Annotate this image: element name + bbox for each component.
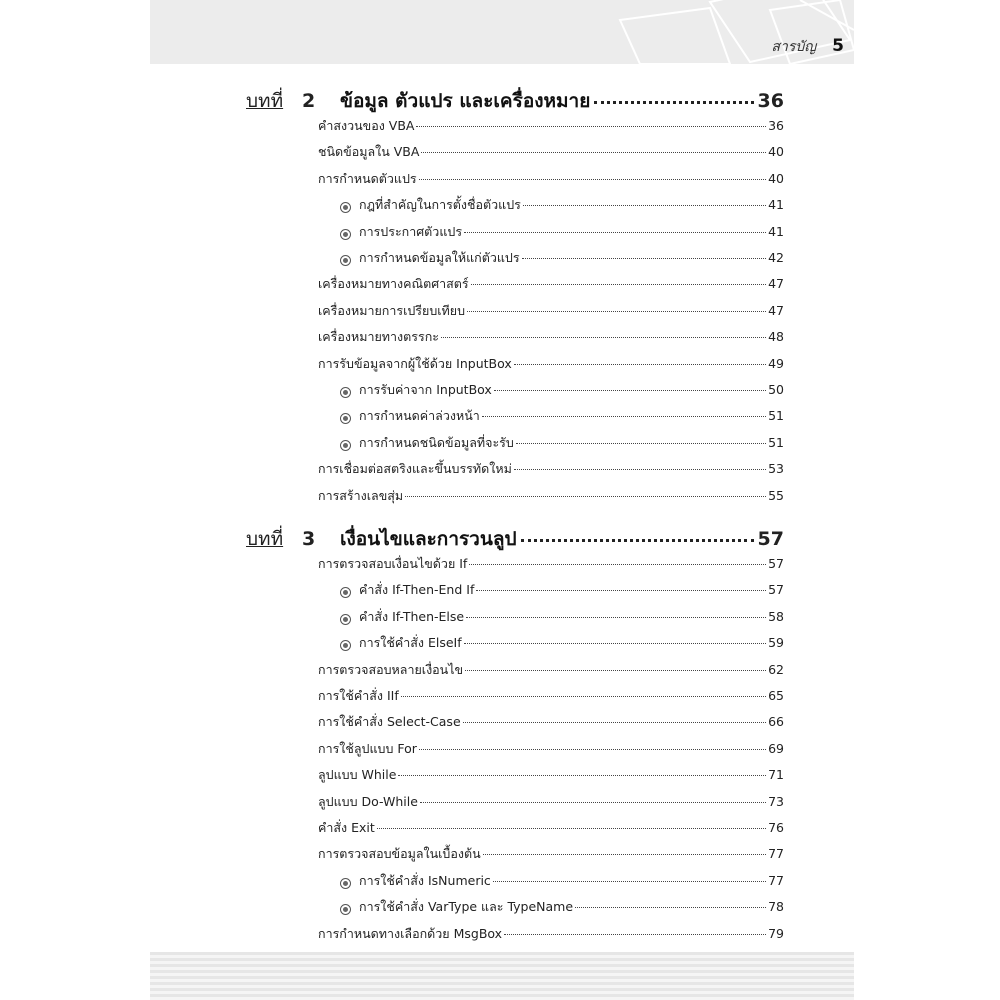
dot-leader	[398, 775, 766, 776]
entry-page: 77	[768, 846, 784, 862]
entry-page: 50	[768, 382, 784, 397]
toc-entry[interactable]	[318, 924, 784, 944]
bullet-icon	[340, 640, 351, 651]
dot-leader	[420, 802, 766, 803]
entry-title: การกำหนดชนิดข้อมูลที่จะรับ	[359, 434, 514, 450]
running-header	[771, 36, 854, 58]
entry-page: 73	[768, 793, 784, 809]
dot-leader	[465, 670, 766, 671]
chapter-title: เงื่อนไขและการวนลูป	[340, 528, 517, 550]
entry-title: การประกาศตัวแปร	[359, 223, 463, 239]
toc-entry[interactable]	[318, 554, 784, 574]
entry-page: 42	[768, 250, 784, 265]
dot-leader	[377, 828, 766, 829]
entry-page: 59	[768, 635, 784, 651]
dot-leader	[419, 749, 766, 750]
entry-page: 71	[768, 767, 784, 783]
entry-page: 47	[768, 276, 784, 292]
entry-title: กฎที่สำคัญในการตั้งชื่อตัวแปร	[359, 197, 521, 213]
toc-entry[interactable]	[318, 660, 784, 680]
entry-title: เครื่องหมายทางคณิตศาสตร์	[318, 276, 469, 292]
entry-page: 55	[768, 487, 784, 503]
dot-leader	[521, 538, 754, 542]
chapter-number: 2	[302, 90, 316, 112]
toc-subentry[interactable]	[340, 607, 784, 627]
bullet-icon	[340, 614, 351, 625]
toc-entry[interactable]	[318, 486, 784, 506]
entry-page: 62	[768, 661, 784, 677]
chapter-heading[interactable]	[246, 524, 784, 554]
entry-title: การเชื่อมต่อสตริงและขึ้นบรรทัดใหม่	[318, 461, 512, 477]
entry-title: คำสั่ง If-Then-Else	[359, 608, 465, 624]
toc-entry[interactable]	[318, 354, 784, 374]
chapter-heading[interactable]	[246, 86, 784, 116]
toc-entry[interactable]	[318, 686, 784, 706]
entry-title: ลูปแบบ While	[318, 767, 397, 783]
entry-title: การตรวจสอบเงื่อนไขด้วย If	[318, 556, 468, 571]
chapter-page: 57	[757, 528, 784, 550]
dot-leader	[464, 232, 766, 233]
header-decoration	[150, 0, 854, 64]
toc-entry[interactable]	[318, 844, 784, 864]
entry-page: 41	[768, 223, 784, 239]
entry-page: 53	[768, 461, 784, 477]
toc-subentry[interactable]	[340, 433, 784, 453]
entry-page: 40	[768, 170, 784, 186]
toc-entry[interactable]	[318, 818, 784, 838]
entry-page: 47	[768, 302, 784, 318]
toc-subentry[interactable]	[340, 633, 784, 653]
entry-title: คำสั่ง If-Then-End If	[359, 582, 475, 598]
toc-subentry[interactable]	[340, 222, 784, 242]
dot-leader	[594, 100, 753, 104]
bullet-icon	[340, 413, 351, 424]
chapter-page: 36	[757, 90, 784, 112]
bullet-icon	[340, 202, 351, 213]
entry-title: การใช้คำสั่ง IsNumeric	[359, 872, 491, 888]
toc-entry[interactable]	[318, 142, 784, 162]
toc-entry[interactable]	[318, 792, 784, 812]
entry-page: 40	[768, 144, 784, 160]
entry-page: 76	[768, 820, 784, 835]
dot-leader	[401, 696, 766, 697]
dot-leader	[504, 934, 766, 935]
dot-leader	[523, 205, 766, 206]
bullet-icon	[340, 587, 351, 598]
dot-leader	[419, 179, 766, 180]
toc-entry[interactable]	[318, 169, 784, 189]
dot-leader	[575, 907, 766, 908]
chapter-label: บทที่	[246, 528, 284, 550]
entry-title: การกำหนดค่าล่วงหน้า	[359, 408, 480, 424]
footer-band	[150, 952, 854, 1000]
entry-title: การรับค่าจาก InputBox	[359, 382, 492, 397]
toc-subentry[interactable]	[340, 380, 784, 400]
entry-title: การใช้คำสั่ง IIf	[318, 688, 399, 703]
entry-page: 41	[768, 197, 784, 213]
dot-leader	[516, 443, 766, 444]
toc-entry[interactable]	[318, 712, 784, 732]
bullet-icon	[340, 878, 351, 889]
entry-page: 57	[768, 582, 784, 598]
dot-leader	[522, 258, 767, 259]
running-title: สารบัญ	[771, 39, 817, 55]
entry-page: 65	[768, 688, 784, 703]
entry-title: การตรวจสอบข้อมูลในเบื้องต้น	[318, 846, 481, 862]
chapter-title: ข้อมูล ตัวแปร และเครื่องหมาย	[340, 90, 591, 112]
toc-subentry[interactable]	[340, 248, 784, 268]
dot-leader	[416, 126, 766, 127]
dot-leader	[493, 881, 766, 882]
entry-page: 49	[768, 355, 784, 371]
entry-title: การใช้ลูปแบบ For	[318, 740, 417, 756]
entry-title: คำสงวนของ VBA	[318, 118, 415, 133]
entry-title: การรับข้อมูลจากผู้ใช้ด้วย InputBox	[318, 355, 512, 371]
toc-entry[interactable]	[318, 739, 784, 759]
toc-entry[interactable]	[318, 459, 784, 479]
entry-title: การสร้างเลขสุ่ม	[318, 487, 404, 503]
dot-leader	[514, 364, 766, 365]
dot-leader	[476, 590, 766, 591]
dot-leader	[441, 337, 766, 338]
chapter-label: บทที่	[246, 90, 284, 112]
entry-page: 57	[768, 556, 784, 571]
toc-entry[interactable]	[318, 274, 784, 294]
toc-subentry[interactable]	[340, 406, 784, 426]
entry-page: 48	[768, 329, 784, 345]
entry-title: การกำหนดตัวแปร	[318, 170, 417, 186]
entry-title: การใช้คำสั่ง VarType และ TypeName	[359, 899, 574, 915]
bullet-icon	[340, 255, 351, 266]
toc-entry[interactable]	[318, 301, 784, 321]
bullet-icon	[340, 387, 351, 398]
dot-leader	[466, 617, 766, 618]
entry-title: เครื่องหมายทางตรรกะ	[318, 329, 439, 345]
dot-leader	[469, 564, 766, 565]
dot-leader	[464, 643, 766, 644]
entry-page: 79	[768, 925, 784, 941]
entry-title: การตรวจสอบหลายเงื่อนไข	[318, 661, 464, 677]
entry-page: 58	[768, 608, 784, 624]
toc-entry[interactable]	[318, 116, 784, 136]
entry-title: ลูปแบบ Do-While	[318, 793, 418, 809]
chapter-number: 3	[302, 528, 316, 550]
entry-page: 78	[768, 899, 784, 915]
entry-page: 69	[768, 740, 784, 756]
dot-leader	[405, 496, 766, 497]
dot-leader	[483, 854, 766, 855]
dot-leader	[463, 722, 766, 723]
toc-subentry[interactable]	[340, 195, 784, 215]
dot-leader	[421, 152, 766, 153]
entry-page: 66	[768, 714, 784, 730]
entry-title: คำสั่ง Exit	[318, 820, 375, 835]
toc-subentry[interactable]	[340, 897, 784, 917]
entry-title: การกำหนดทางเลือกด้วย MsgBox	[318, 925, 503, 941]
toc-entry[interactable]	[318, 765, 784, 785]
toc-subentry[interactable]	[340, 580, 784, 600]
entry-title: การใช้คำสั่ง ElseIf	[359, 635, 462, 651]
entry-page: 77	[768, 872, 784, 888]
entry-title: การใช้คำสั่ง Select-Case	[318, 714, 461, 730]
dot-leader	[514, 469, 766, 470]
entry-title: เครื่องหมายการเปรียบเทียบ	[318, 302, 466, 318]
bullet-icon	[340, 440, 351, 451]
page-number: 5	[832, 36, 844, 56]
dot-leader	[494, 390, 766, 391]
header-band	[150, 0, 854, 64]
entry-page: 51	[768, 408, 784, 424]
bullet-icon	[340, 904, 351, 915]
dot-leader	[467, 311, 766, 312]
entry-title: การกำหนดข้อมูลให้แก่ตัวแปร	[359, 250, 520, 265]
entry-page: 36	[768, 118, 784, 133]
bullet-icon	[340, 229, 351, 240]
dot-leader	[482, 416, 766, 417]
dot-leader	[471, 284, 766, 285]
entry-title: ชนิดข้อมูลใน VBA	[318, 144, 420, 160]
toc-subentry[interactable]	[340, 871, 784, 891]
entry-page: 51	[768, 434, 784, 450]
toc-entry[interactable]	[318, 327, 784, 347]
